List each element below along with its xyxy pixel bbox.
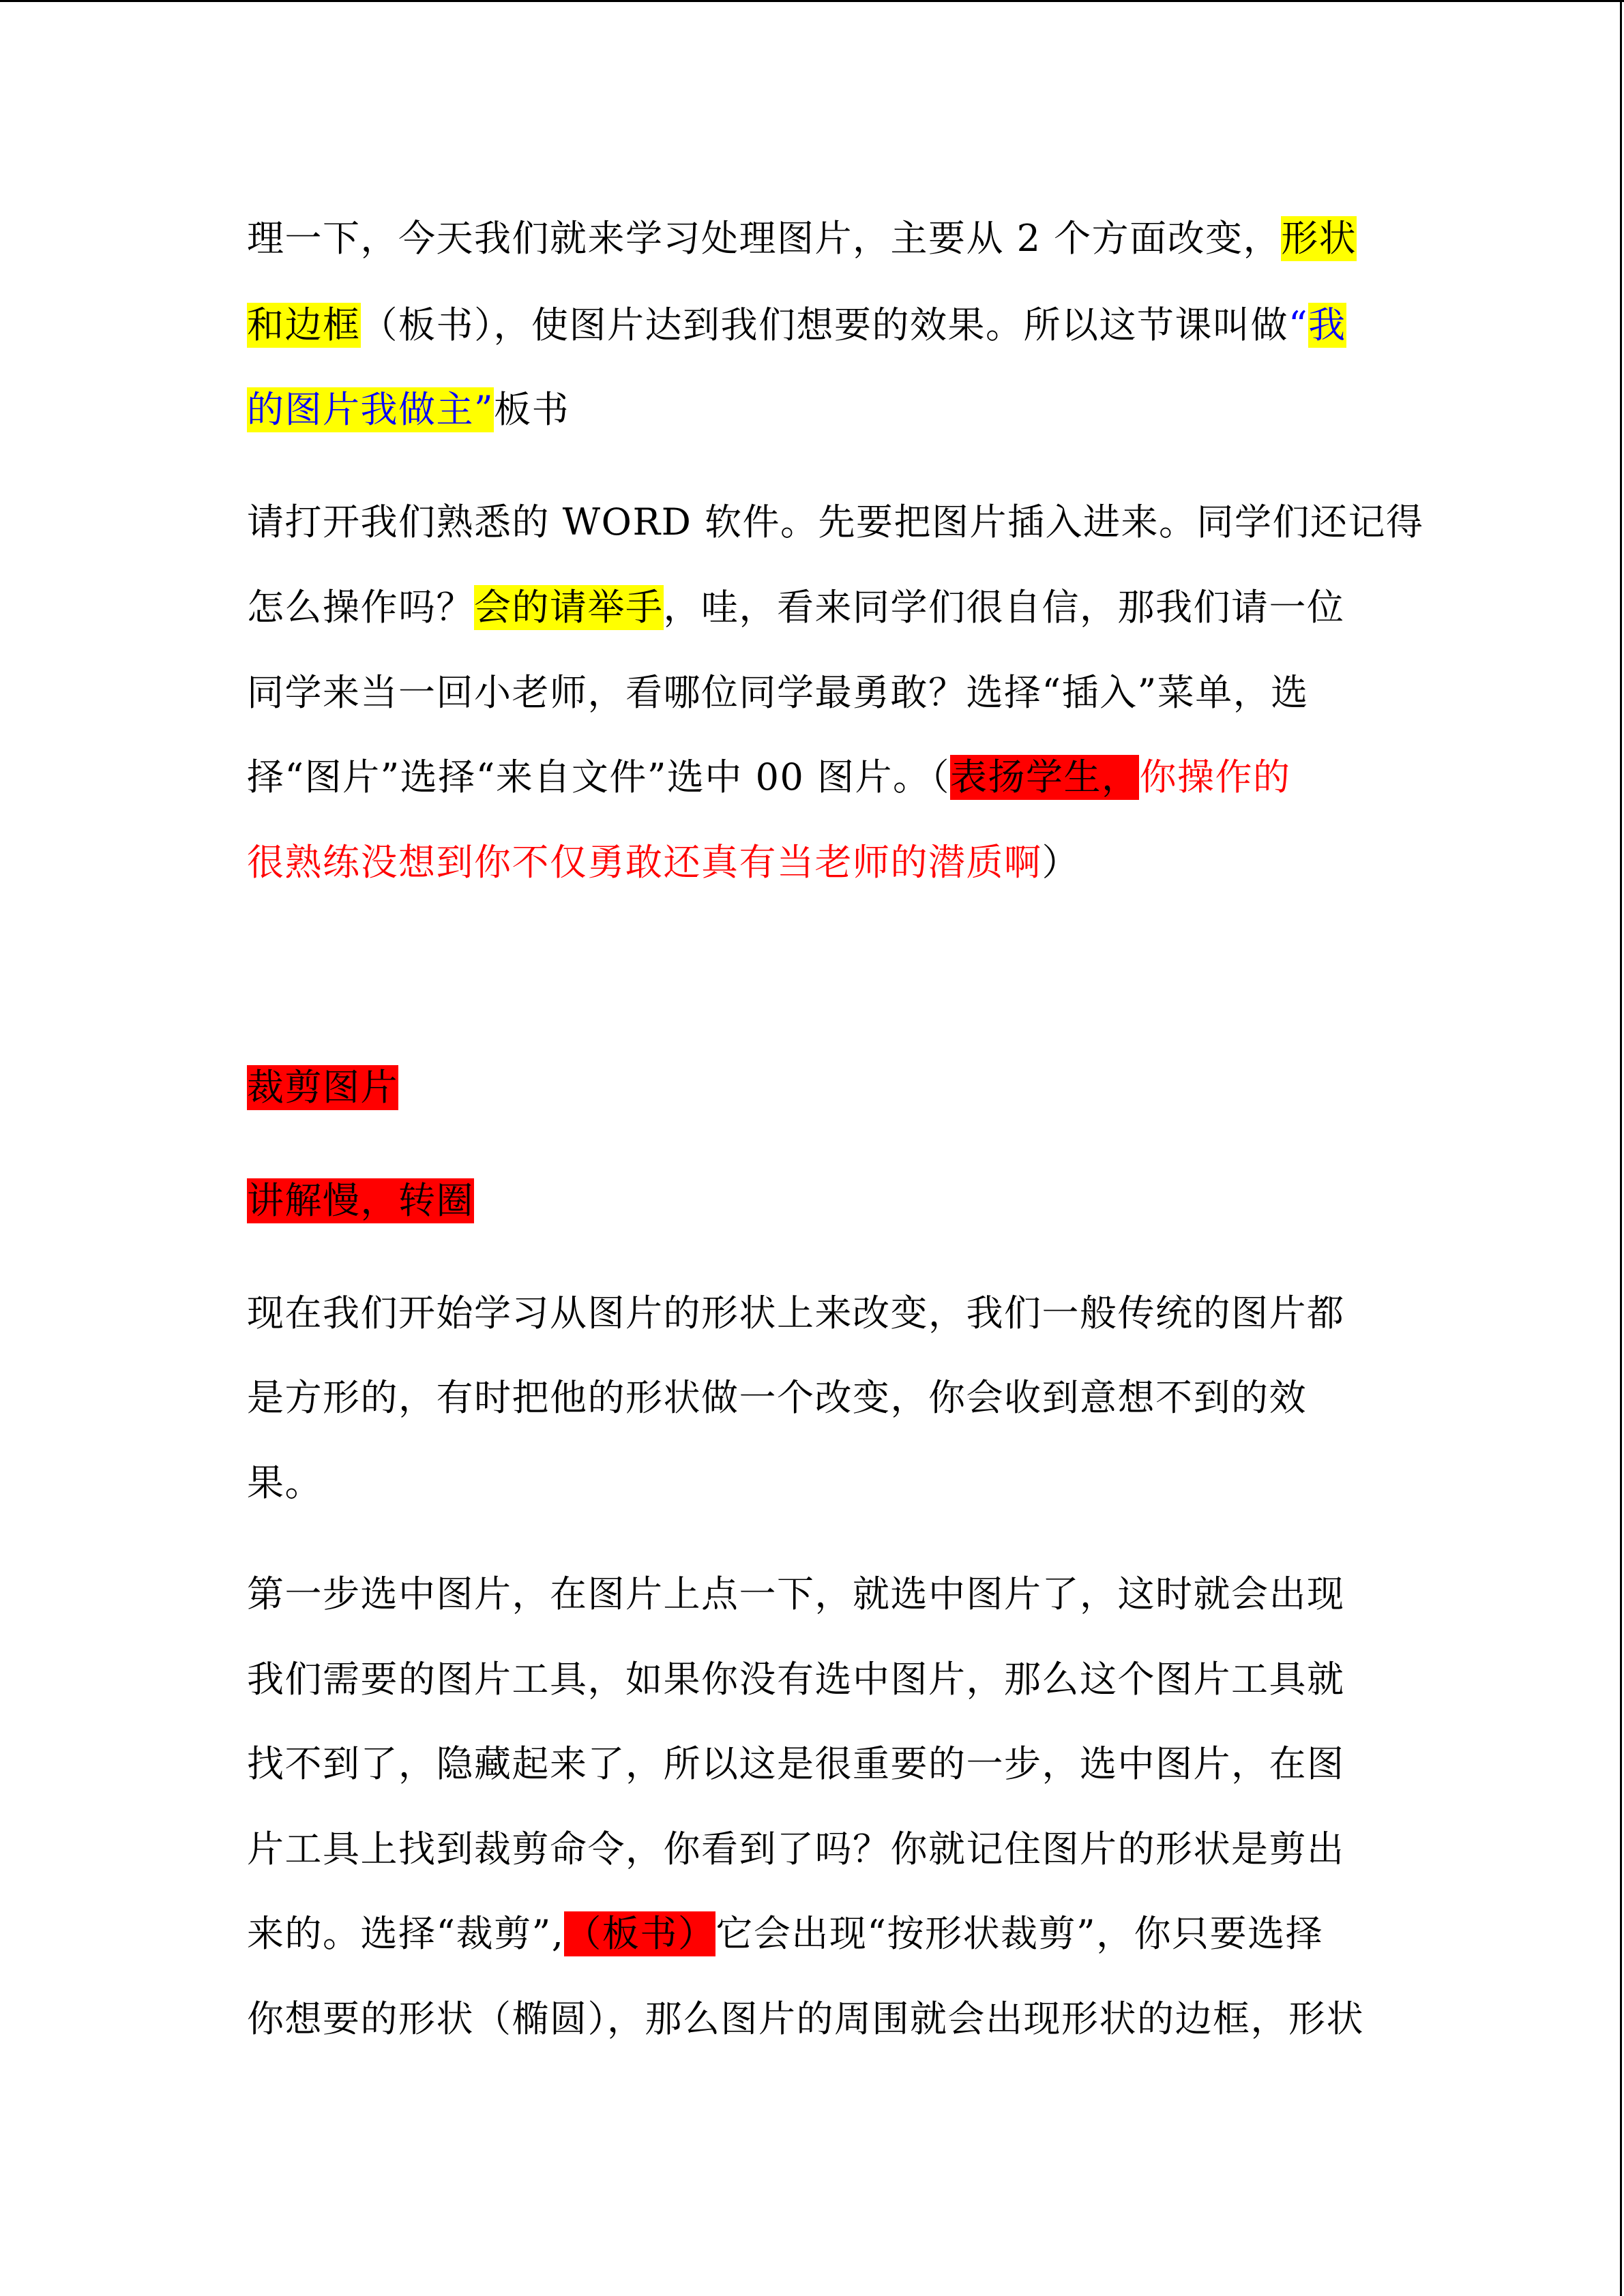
body-text: 你想要的形状（椭圆），那么图片的周围就会出现形状的边框，形状 (247, 1997, 1364, 2040)
text-line (247, 1657, 1345, 1702)
page-border-right (1620, 0, 1622, 2296)
body-text: 请打开我们熟悉的 WORD 软件。先要把图片插入进来。同学们还记得 (247, 501, 1424, 543)
page-border-top (0, 0, 1624, 2)
praise-note-highlight: 表扬学生， (949, 756, 1140, 799)
body-text: 同学来当一回小老师，看哪位同学最勇敢？选择“插入”菜单，选 (247, 671, 1309, 714)
text-line (247, 1742, 1345, 1787)
text-line (247, 216, 1357, 261)
text-line (247, 1911, 1323, 1956)
lesson-title-highlight: 我 (1308, 303, 1346, 346)
text-line (247, 1291, 1345, 1336)
text-line (247, 303, 1346, 348)
teaching-note-line (247, 1178, 474, 1223)
body-text: 第一步选中图片，在图片上点一下，就选中图片了，这时就会出现 (247, 1572, 1345, 1615)
text-line (247, 840, 1080, 885)
text-line (247, 585, 1345, 630)
text-line (247, 1375, 1307, 1420)
text-line (247, 1572, 1345, 1617)
body-text: ，哇，看来同学们很自信，那我们请一位 (663, 586, 1345, 629)
body-text: 果。 (247, 1461, 323, 1504)
text-line (247, 1827, 1345, 1872)
board-writing-note: （板书） (564, 1912, 716, 1955)
teaching-note: 讲解慢，转圈 (247, 1179, 474, 1222)
body-text: （板书），使图片达到我们想要的效果。所以这节课叫做 (360, 303, 1288, 346)
praise-note-text: 你操作的 (1139, 756, 1291, 799)
body-text: 是方形的，有时把他的形状做一个改变，你会收到意想不到的效 (247, 1376, 1307, 1419)
praise-note-text: 很熟练没想到你不仅勇敢还真有当老师的潜质啊 (247, 841, 1042, 884)
body-text: 片工具上找到裁剪命令，你看到了吗？你就记住图片的形状是剪出 (247, 1828, 1345, 1870)
body-text: 板书 (494, 388, 570, 431)
body-text: 理一下，今天我们就来学习处理图片，主要从 2 个方面改变， (247, 217, 1282, 260)
lesson-title-highlight: 的图片我做主” (247, 388, 494, 431)
section-heading-line (247, 1065, 398, 1110)
highlighted-phrase: 和边框 (247, 303, 361, 346)
highlighted-phrase: 形状 (1281, 217, 1357, 260)
body-text: 现在我们开始学习从图片的形状上来改变，我们一般传统的图片都 (247, 1292, 1345, 1335)
body-text: 它会出现“按形状裁剪”，你只要选择 (715, 1912, 1324, 1955)
body-text: 怎么操作吗？ (247, 586, 474, 629)
text-line (247, 1997, 1364, 2042)
body-text: ） (1042, 841, 1080, 884)
body-text: 来的。选择“裁剪”, (247, 1912, 565, 1955)
text-line (247, 1461, 323, 1506)
text-line (247, 387, 570, 432)
text-line (247, 500, 1424, 545)
text-line (247, 670, 1309, 715)
highlighted-phrase: 会的请举手 (474, 586, 664, 629)
body-text: 找不到了，隐藏起来了，所以这是很重要的一步，选中图片，在图 (247, 1742, 1345, 1785)
section-heading: 裁剪图片 (247, 1066, 398, 1109)
lesson-title-quote: “ (1288, 303, 1309, 346)
text-line (247, 755, 1290, 800)
body-text: 择“图片”选择“来自文件”选中 00 图片。（ (247, 756, 950, 799)
body-text: 我们需要的图片工具，如果你没有选中图片，那么这个图片工具就 (247, 1658, 1345, 1701)
